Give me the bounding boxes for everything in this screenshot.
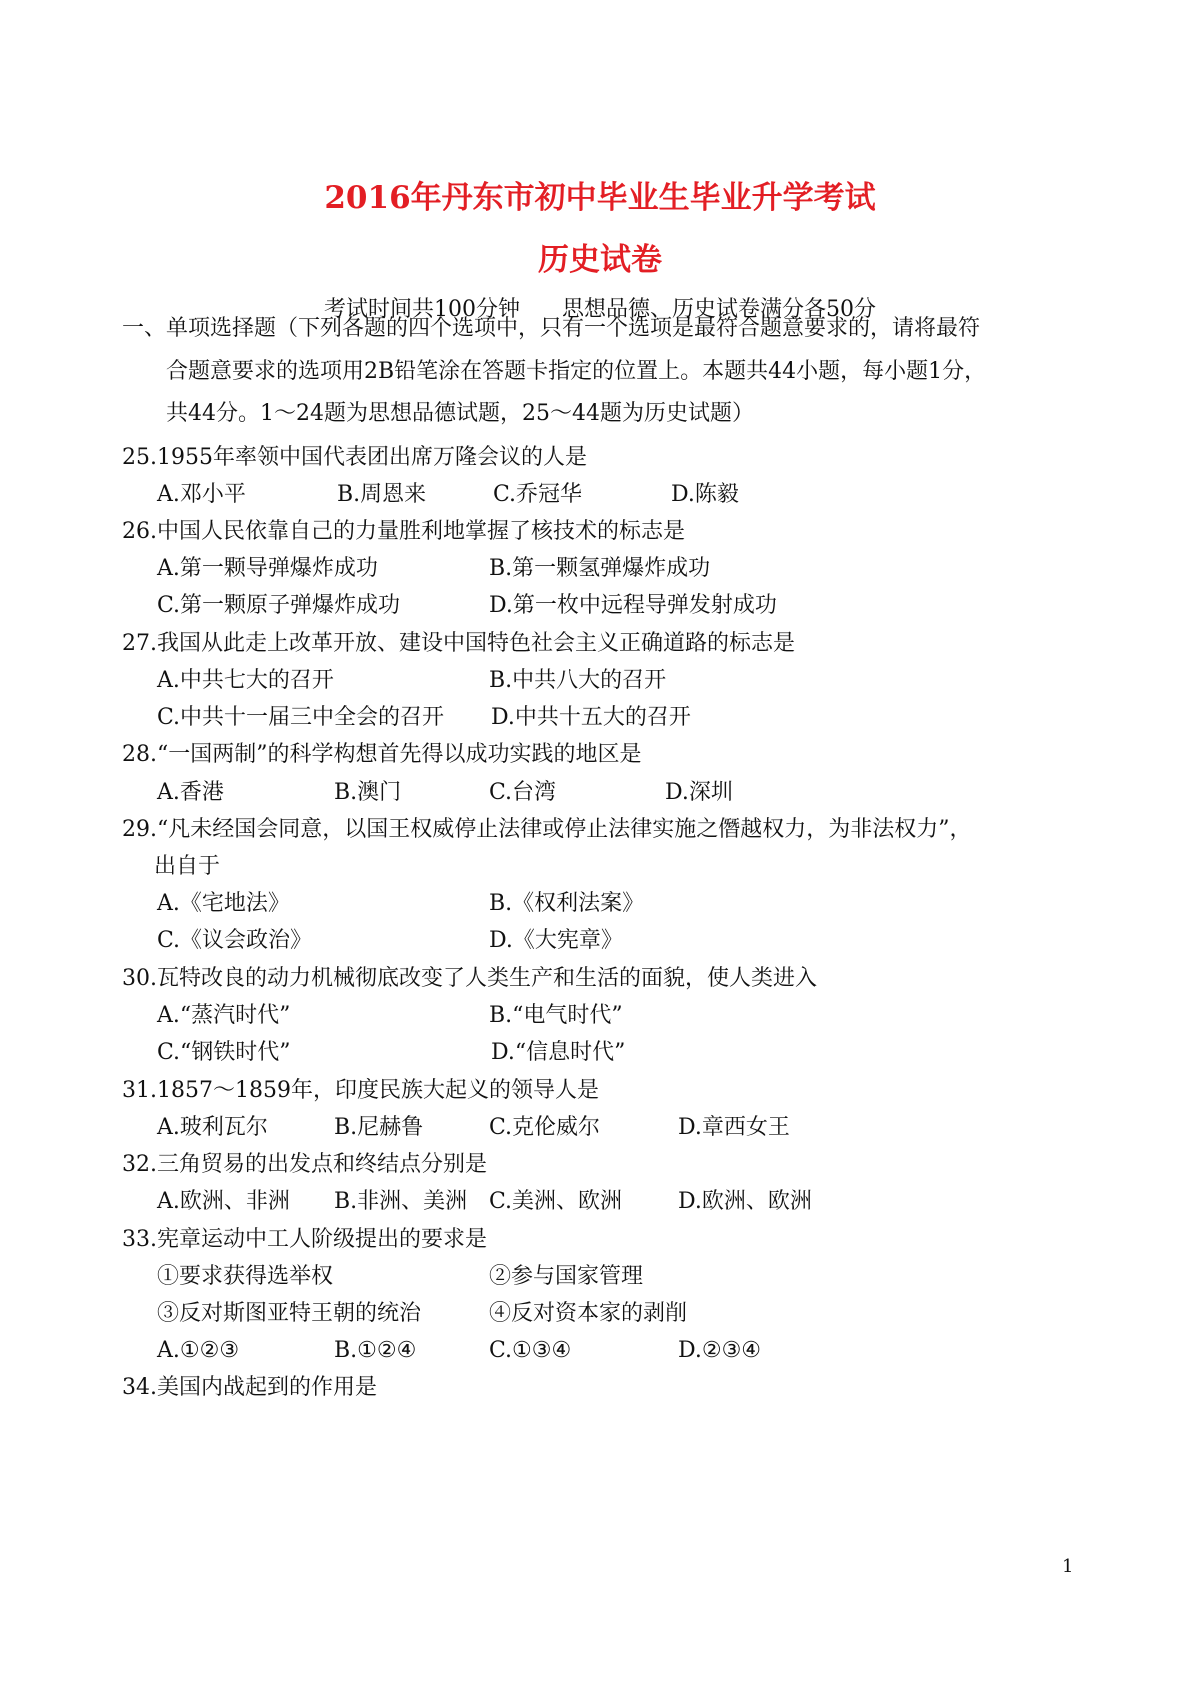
question-32-option-b: B.非洲、美洲 [334,1189,468,1214]
question-32-option-c: C.美洲、欧洲 [489,1189,623,1214]
question-28-option-c: C.台湾 [489,780,557,805]
question-33-option-b: B.①②④ [334,1338,417,1363]
exam-title: 2016年丹东市初中毕业生毕业升学考试 [324,180,876,216]
question-26-option-d: D.第一枚中远程导弹发射成功 [489,593,777,618]
question-33-statement-2: ②参与国家管理 [489,1264,644,1289]
question-30-option-a: A.“蒸汽时代” [157,1003,291,1028]
question-28-option-b: B.澳门 [334,780,402,805]
section-instruction-line-3: 共44分。1～24题为思想品德试题，25～44题为历史试题） [166,401,754,426]
question-30-option-c: C.“钢铁时代” [157,1040,291,1065]
exam-meta: 考试时间共100分钟 思想品德、历史试卷满分各50分 [324,297,876,322]
question-33-stem: 33.宪章运动中工人阶级提出的要求是 [122,1227,487,1252]
question-25-option-a: A.邓小平 [157,482,246,507]
question-30-stem: 30.瓦特改良的动力机械彻底改变了人类生产和生活的面貌，使人类进入 [122,966,817,991]
question-29-stem-line-1: 29.“凡未经国会同意，以国王权威停止法律或停止法律实施之僭越权力，为非法权力”， [122,817,972,842]
question-29-option-a: A.《宅地法》 [157,891,290,916]
section-instruction-line-2: 合题意要求的选项用2B铅笔涂在答题卡指定的位置上。本题共44小题，每小题1分， [166,359,987,384]
question-29-stem-line-2: 出自于 [154,854,221,879]
question-30-option-d: D.“信息时代” [491,1040,626,1065]
question-32-option-a: A.欧洲、非洲 [157,1189,290,1214]
exam-subtitle: 历史试卷 [538,242,662,278]
question-27-option-d: D.中共十五大的召开 [491,705,691,730]
question-31-option-b: B.尼赫鲁 [334,1115,424,1140]
question-33-option-a: A.①②③ [157,1338,240,1363]
question-33-option-c: C.①③④ [489,1338,572,1363]
question-26-option-a: A.第一颗导弹爆炸成功 [157,556,378,581]
question-34-stem: 34.美国内战起到的作用是 [122,1375,377,1400]
question-29-option-b: B.《权利法案》 [489,891,645,916]
question-31-option-d: D.章西女王 [678,1115,790,1140]
question-33-statement-4: ④反对资本家的剥削 [489,1301,688,1326]
question-32-stem: 32.三角贸易的出发点和终结点分别是 [122,1152,487,1177]
question-31-option-a: A.玻利瓦尔 [157,1115,268,1140]
question-28-option-a: A.香港 [157,780,224,805]
question-25-option-c: C.乔冠华 [493,482,583,507]
question-28-option-d: D.深圳 [665,780,733,805]
question-26-option-c: C.第一颗原子弹爆炸成功 [157,593,401,618]
question-26-stem: 26.中国人民依靠自己的力量胜利地掌握了核技术的标志是 [122,519,685,544]
question-25-option-d: D.陈毅 [671,482,739,507]
question-26-option-b: B.第一颗氢弹爆炸成功 [489,556,711,581]
question-29-option-d: D.《大宪章》 [489,928,623,953]
question-27-option-b: B.中共八大的召开 [489,668,667,693]
question-33-statement-1: ①要求获得选举权 [157,1264,334,1289]
question-30-option-b: B.“电气时代” [489,1003,623,1028]
question-25-stem: 25.1955年率领中国代表团出席万隆会议的人是 [122,445,587,470]
question-28-stem: 28.“一国两制”的科学构想首先得以成功实践的地区是 [122,742,642,767]
section-instruction-line-1: 一、单项选择题（下列各题的四个选项中，只有一个选项是最符合题意要求的，请将最符 [122,316,981,341]
question-29-option-c: C.《议会政治》 [157,928,313,953]
question-27-stem: 27.我国从此走上改革开放、建设中国特色社会主义正确道路的标志是 [122,631,795,656]
question-33-statement-3: ③反对斯图亚特王朝的统治 [157,1301,422,1326]
question-31-option-c: C.克伦威尔 [489,1115,601,1140]
question-27-option-a: A.中共七大的召开 [157,668,334,693]
question-25-option-b: B.周恩来 [337,482,427,507]
question-31-stem: 31.1857～1859年，印度民族大起义的领导人是 [122,1078,599,1103]
page-number: 1 [1062,1556,1074,1577]
question-32-option-d: D.欧洲、欧洲 [678,1189,812,1214]
question-27-option-c: C.中共十一届三中全会的召开 [157,705,445,730]
question-33-option-d: D.②③④ [678,1338,762,1363]
